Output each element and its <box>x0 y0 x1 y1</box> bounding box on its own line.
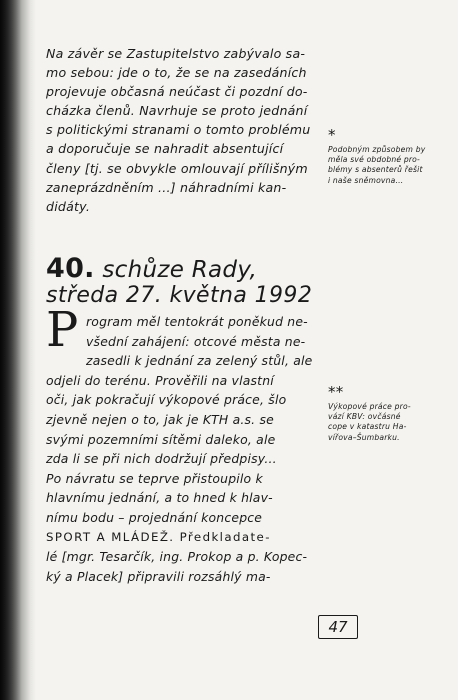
note-line: i naše sněmovna... <box>328 175 404 185</box>
text-line: nímu bodu – projednání koncepce <box>46 509 263 525</box>
note-line: Podobným způsobem by <box>328 145 426 154</box>
text-line: didáty. <box>46 198 91 214</box>
paragraph-session-40 <box>46 302 326 586</box>
text-line: oči, jak pokračují výkopové práce, šlo <box>46 392 287 408</box>
heading-line-1 <box>46 255 326 284</box>
text-line: zaneprázdněním ...] náhradními kan- <box>46 179 287 195</box>
note-line: blémy s absenterů řešit <box>328 165 423 175</box>
text-line: zda li se při nich dodržují předpisy... <box>46 451 277 467</box>
text-line: všední zahájení: otcové města ne- <box>86 333 306 349</box>
text-line: ký a Placek] připravili rozsáhlý ma- <box>46 568 271 584</box>
text-line: zjevně nejen o to, jak je KTH a.s. se <box>46 411 274 427</box>
text-line: rogram měl tentokrát poněkud ne- <box>86 314 308 329</box>
text-line-caps: SPORT A MLÁDEŽ. Předkladate- <box>46 529 271 544</box>
margin-note-1 <box>328 127 440 186</box>
text-line: svými pozemními sítěmi daleko, ale <box>46 431 276 447</box>
text-line: Na závěr se Zastupitelstvo zabývalo sa- <box>46 46 306 61</box>
text-line: členy [tj. se obvykle omlouvají přílišným <box>46 160 308 176</box>
paragraph-council-absence <box>46 44 316 216</box>
note-line: měla své obdobné pro- <box>328 155 420 165</box>
note-line: vířova–Šumbarku. <box>328 432 400 442</box>
asterisk-mark: * <box>328 126 336 144</box>
session-number: 40. <box>46 253 95 284</box>
text-line: odjeli do terénu. Prověřili na vlastní <box>46 372 274 388</box>
text-line: hlavnímu jednání, a to hned k hlav- <box>46 490 273 506</box>
session-title: schůze Rady, <box>94 257 258 283</box>
text-line: s politickými stranami o tomto problému <box>46 122 311 138</box>
text-line: mo sebou: jde o to, že se na zasedáních <box>46 65 307 81</box>
margin-note-2 <box>328 384 440 443</box>
text-line: projevuje občasná neúčast či pozdní do- <box>46 84 308 100</box>
page-number: 47 <box>318 615 358 639</box>
text-line: zasedli k jednání za zelený stůl, ale <box>86 353 313 369</box>
drop-cap: P <box>46 302 79 358</box>
heading-date: středa 27. května 1992 <box>46 283 313 308</box>
text-line: lé [mgr. Tesarčík, ing. Prokop a p. Kopec- <box>46 549 308 565</box>
text-line: Po návratu se teprve přistoupilo k <box>46 470 263 486</box>
note-line: Výkopové práce pro- <box>328 402 411 411</box>
double-asterisk-mark: ** <box>328 383 344 401</box>
binding-shadow <box>0 0 30 700</box>
note-line: vází KBV: ovčásné <box>328 412 401 422</box>
text-line: a doporučuje se nahradit absentující <box>46 141 284 157</box>
note-line: cope v katastru Ha- <box>328 422 407 432</box>
session-heading <box>46 255 326 308</box>
text-line: cházka členů. Navrhuje se proto jednání <box>46 103 308 119</box>
